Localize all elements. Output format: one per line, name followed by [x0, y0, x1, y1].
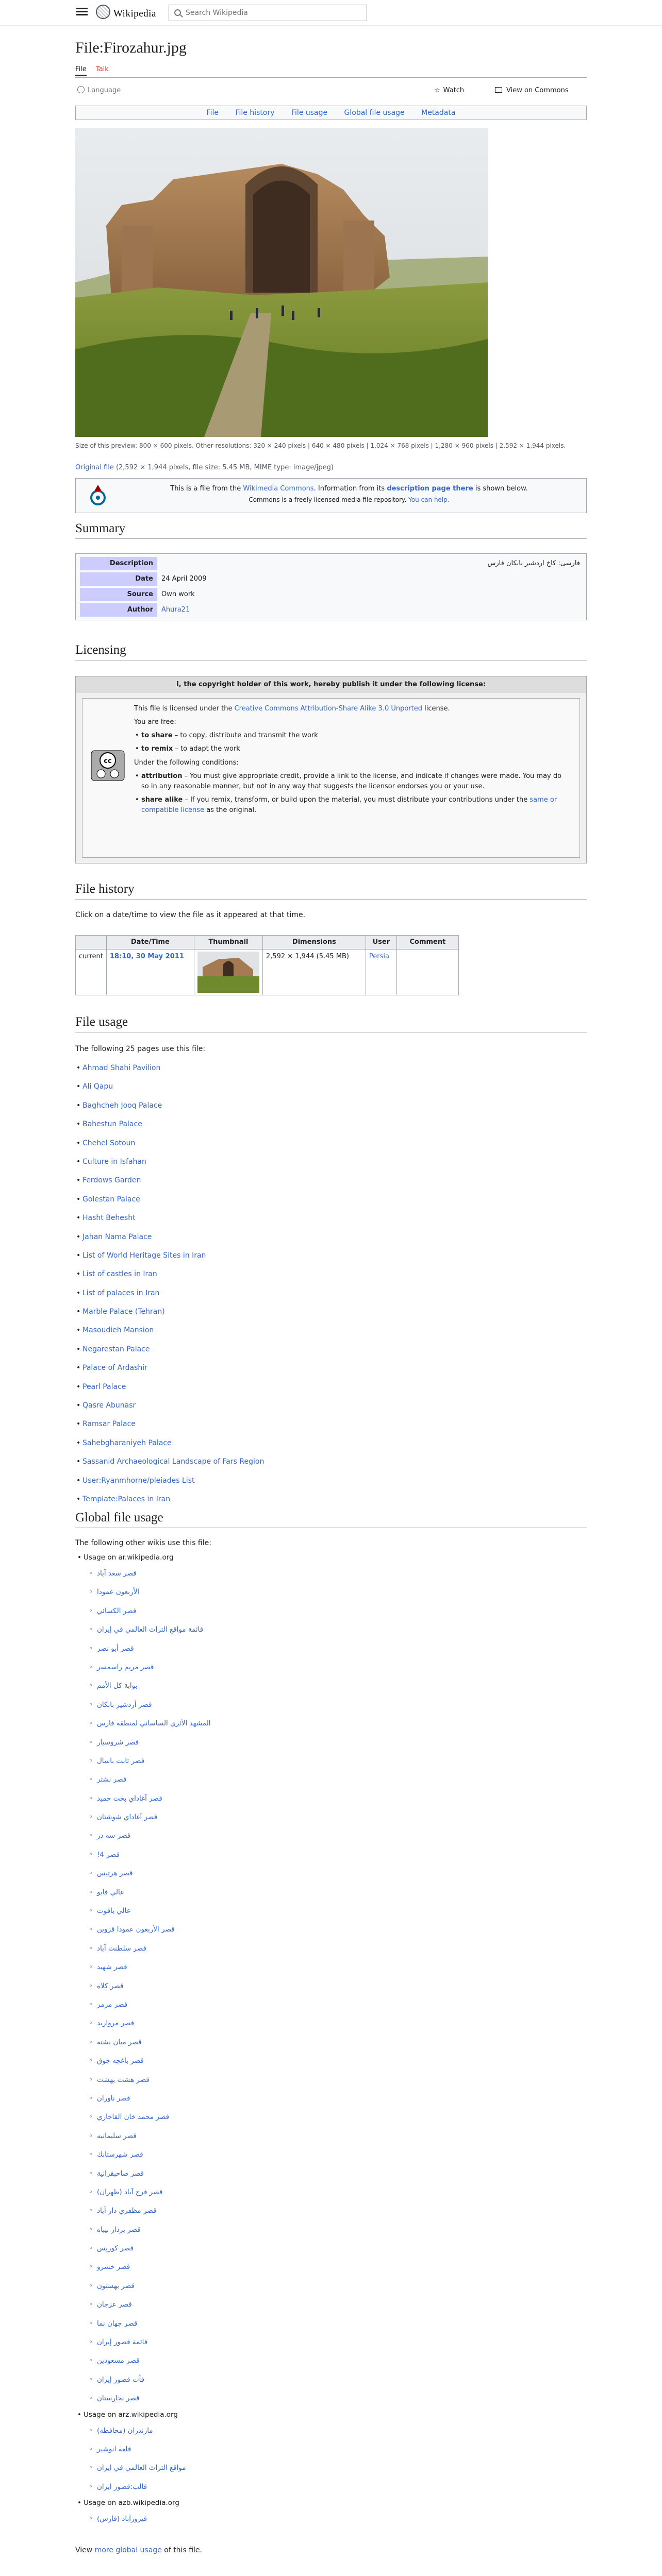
- global-page-link[interactable]: قصر سلطنت آباد: [97, 1944, 147, 1953]
- description-label: Description: [80, 557, 157, 570]
- share-alike-term: share alike: [141, 795, 183, 804]
- global-page-link[interactable]: قصر صاحبقرانية: [97, 2169, 144, 2178]
- date-value: 24 April 2009: [161, 575, 207, 583]
- global-page-link[interactable]: قصر شهرستانك: [97, 2150, 143, 2159]
- summary-table: [75, 553, 587, 620]
- global-page-link[interactable]: قصر سه در: [97, 1832, 131, 1840]
- list-item: [75, 2201, 211, 2220]
- share-alike-text: – If you remix, transform, or build upon the material, you must distribute your contributions under the: [183, 795, 530, 804]
- global-page-link[interactable]: قصر بهستون: [97, 2281, 135, 2290]
- global-page-link[interactable]: قصر ميان بشته: [97, 2038, 142, 2046]
- list-item: [75, 1228, 264, 1246]
- view-on-commons-button[interactable]: [495, 86, 569, 96]
- list-item: [75, 2108, 211, 2126]
- list-item: [75, 1658, 211, 1676]
- toc-metadata[interactable]: Metadata: [421, 109, 456, 117]
- list-item: [75, 1995, 211, 2014]
- list-item: [75, 2351, 211, 2370]
- list-item: [75, 1676, 211, 1695]
- global-page-link[interactable]: قصر باغچه جوق: [97, 2057, 144, 2065]
- usage-page-link[interactable]: Ramsar Palace: [82, 1420, 136, 1429]
- list-item: [75, 1134, 264, 1153]
- list-item: [75, 1939, 211, 1958]
- global-page-link[interactable]: عالي ياقوت: [97, 1907, 131, 1916]
- global-page-link[interactable]: قائمة قصور إيران: [97, 2338, 148, 2347]
- list-item: [75, 2389, 211, 2408]
- search-icon: [174, 9, 181, 16]
- global-page-link[interactable]: قصر هرتيس: [97, 1869, 133, 1878]
- section-global-usage: Global file usage: [75, 1510, 587, 1528]
- list-item: [75, 1321, 264, 1340]
- wiki-usage-heading: • Usage on azb.wikipedia.org: [75, 2496, 211, 2510]
- list-item: [75, 1246, 264, 1265]
- list-item: [75, 1171, 264, 1190]
- summary-row: [78, 556, 584, 571]
- status-cell: current: [76, 950, 107, 995]
- attribution-text: – You must give appropriate credit, provide a link to the license, and indicate if changes were made. You may do so in any reasonable manner, but not in any way that suggests the licensor endorses you or your use.: [141, 772, 562, 790]
- usage-page-link[interactable]: List of World Heritage Sites in Iran: [82, 1251, 206, 1260]
- watch-button[interactable]: [434, 86, 464, 96]
- commons-text-c: is shown below.: [473, 485, 528, 493]
- table-header-row: [76, 936, 459, 950]
- header: [0, 0, 662, 26]
- global-page-link[interactable]: قلعة انوشیر: [97, 2445, 131, 2453]
- namespace-tabs: [75, 64, 116, 75]
- list-item: [75, 2221, 211, 2239]
- list-item: [75, 1209, 264, 1227]
- usage-page-link[interactable]: Template:Palaces in Iran: [82, 1495, 171, 1503]
- wiki-usage-heading: • Usage on arz.wikipedia.org: [75, 2408, 211, 2421]
- global-page-link[interactable]: قصر آغاداي بخت حميد: [97, 1794, 162, 1803]
- list-item: [75, 2071, 211, 2089]
- table-row: [76, 950, 459, 995]
- toc-global-file-usage[interactable]: Global file usage: [344, 109, 405, 117]
- usage-page-link[interactable]: List of palaces in Iran: [82, 1289, 160, 1297]
- list-item: [75, 1359, 264, 1377]
- usage-page-link[interactable]: Negarestan Palace: [82, 1345, 150, 1353]
- tab-talk[interactable]: Talk: [95, 65, 109, 73]
- you-can-help-link[interactable]: You can help.: [408, 496, 450, 503]
- file-usage-desc: The following 25 pages use this file:: [75, 1045, 206, 1053]
- license-header: I, the copyright holder of this work, hereby publish it under the following license:: [76, 676, 586, 693]
- list-item: [75, 2239, 211, 2258]
- page-title: File:Firozahur.jpg: [75, 39, 187, 56]
- menu-icon[interactable]: [76, 6, 88, 18]
- global-page-link[interactable]: فأت قصور إيران: [97, 2375, 145, 2384]
- list-item: [75, 1284, 264, 1302]
- global-page-link[interactable]: قصر سعد آباد: [97, 1569, 137, 1578]
- global-page-link[interactable]: قصر شهيد: [97, 1963, 127, 1972]
- usage-page-link[interactable]: Jahan Nama Palace: [82, 1232, 152, 1241]
- list-item: [75, 1808, 211, 1826]
- list-item: [75, 1378, 264, 1396]
- list-item: [75, 1564, 211, 1583]
- dimensions-cell: 2,592 × 1,944 (5.45 MB): [262, 950, 366, 995]
- global-page-link[interactable]: قصر مسعودين: [97, 2357, 140, 2365]
- list-item: [75, 2459, 211, 2477]
- compatible-license-link[interactable]: same or compatible license: [141, 795, 557, 815]
- global-page-link[interactable]: قصر آغاداي شوشتان: [97, 1813, 158, 1822]
- usage-page-link[interactable]: Palace of Ardashir: [82, 1364, 147, 1372]
- global-page-link[interactable]: قصر شروسيار: [97, 1738, 139, 1747]
- author-link[interactable]: Ahura21: [161, 606, 190, 614]
- usage-page-link[interactable]: Baghcheh Jooq Palace: [82, 1101, 162, 1110]
- usage-page-link[interactable]: Qasre Abunasr: [82, 1401, 136, 1410]
- license-inner: [82, 698, 580, 858]
- toc-file[interactable]: File: [206, 109, 219, 117]
- usage-page-link[interactable]: Sassanid Archaeological Landscape of Fars Region: [82, 1458, 264, 1466]
- list-item: [75, 2295, 211, 2314]
- global-page-link[interactable]: بوابة كل الأمم: [97, 1682, 138, 1690]
- list-item: [75, 1958, 211, 1976]
- list-item: [75, 1826, 211, 1845]
- list-item: [75, 1302, 264, 1321]
- original-file-info: [75, 463, 334, 473]
- usage-page-link[interactable]: Masoudieh Mansion: [82, 1326, 154, 1335]
- remix-term: to remix: [141, 745, 173, 753]
- wikimedia-commons-link[interactable]: Wikimedia Commons: [243, 485, 314, 493]
- original-file-link[interactable]: Original file: [75, 464, 114, 471]
- list-item: [75, 2277, 211, 2295]
- view-commons-label: View on Commons: [506, 87, 569, 94]
- list-item: [75, 1714, 211, 1733]
- col-thumbnail: Thumbnail: [194, 936, 262, 950]
- usage-page-link[interactable]: Ferdows Garden: [82, 1176, 141, 1185]
- list-item: [75, 2089, 211, 2108]
- global-page-link[interactable]: قصر برداز نيباه: [97, 2225, 141, 2234]
- list-item: [75, 2421, 211, 2440]
- list-item: [75, 2478, 211, 2496]
- license-item: [134, 731, 562, 741]
- share-alike-end: as the original.: [204, 806, 257, 815]
- global-page-link[interactable]: مازندران (محافظه): [97, 2426, 153, 2435]
- license-item: [134, 771, 562, 792]
- author-label: Author: [80, 603, 157, 617]
- list-item: [75, 1265, 264, 1283]
- list-item: [75, 2440, 211, 2459]
- global-page-link[interactable]: قصر أردشير بابكان: [97, 1700, 152, 1709]
- global-page-link[interactable]: قصر ثابت باسال: [97, 1756, 145, 1765]
- usage-page-link[interactable]: Hasht Behesht: [82, 1214, 136, 1223]
- attribution-term: attribution: [141, 772, 183, 780]
- svg-text:cc: cc: [104, 757, 112, 765]
- list-item: [75, 1696, 211, 1714]
- global-page-link[interactable]: قصر نشتر: [97, 1775, 127, 1784]
- list-item: [75, 1415, 264, 1433]
- history-thumbnail[interactable]: [197, 952, 259, 993]
- cc-by-sa-badge-icon[interactable]: [91, 750, 125, 781]
- list-item: [75, 2370, 211, 2389]
- global-page-link[interactable]: قصر جهان نما: [97, 2319, 138, 2328]
- global-page-link[interactable]: قصر فرح آباد (طهران): [97, 2188, 163, 2196]
- col-user: User: [366, 936, 396, 950]
- usage-page-link[interactable]: Golestan Palace: [82, 1195, 140, 1204]
- toc-file-usage[interactable]: File usage: [291, 109, 328, 117]
- list-item: [75, 2333, 211, 2351]
- list-item: [75, 2314, 211, 2333]
- global-page-link[interactable]: قصر سلیمانیه: [97, 2131, 137, 2140]
- more-global-usage-link[interactable]: more global usage: [94, 2546, 162, 2554]
- list-item: [75, 1977, 211, 1995]
- list-item: [75, 1059, 264, 1077]
- list-item: [75, 2510, 211, 2528]
- list-item: [75, 1752, 211, 1770]
- list-item: [75, 1153, 264, 1171]
- usage-page-link[interactable]: User:Ryanmhorne/pleiades List: [82, 1476, 195, 1485]
- global-usage-list: [75, 1551, 211, 2529]
- license-item: [134, 744, 562, 754]
- thumbnail-cell[interactable]: [194, 950, 262, 995]
- global-page-link[interactable]: قصر عزجان: [97, 2300, 132, 2309]
- wikipedia-logo[interactable]: [96, 4, 164, 20]
- comment-cell: [396, 950, 458, 995]
- summary-row: [78, 602, 584, 618]
- usage-page-link[interactable]: Bahestun Palace: [82, 1120, 142, 1129]
- list-item: [75, 1902, 211, 1920]
- watch-label: Watch: [443, 87, 465, 94]
- list-item: [75, 1396, 264, 1415]
- toc-file-history[interactable]: File history: [235, 109, 275, 117]
- language-icon: [77, 86, 85, 93]
- datetime-link[interactable]: 18:10, 30 May 2011: [109, 953, 184, 961]
- section-licensing: Licensing: [75, 642, 587, 660]
- section-file-usage: File usage: [75, 1014, 587, 1032]
- logo-wordmark: Wikipedia: [113, 8, 156, 19]
- commons-notice: [75, 478, 587, 513]
- list-item: [75, 1789, 211, 1808]
- license-item: [134, 795, 562, 816]
- usage-page-link[interactable]: Pearl Palace: [82, 1382, 126, 1391]
- list-item: [75, 1583, 211, 1601]
- license-intro-a: This file is licensed under the: [134, 705, 235, 713]
- list-item: [75, 1490, 264, 1509]
- commons-logo-icon: [86, 484, 110, 507]
- file-preview-image[interactable]: [75, 128, 488, 437]
- usage-page-link[interactable]: Marble Palace (Tehran): [82, 1308, 165, 1316]
- user-link[interactable]: Persia: [369, 953, 389, 961]
- more-text-b: of this file.: [161, 2546, 202, 2554]
- conditions-label: Under the following conditions:: [134, 758, 239, 767]
- global-page-link[interactable]: قصر أبو نصر: [97, 1644, 134, 1653]
- list-item: [75, 2014, 211, 2032]
- you-are-free: You are free:: [134, 718, 176, 726]
- global-page-link[interactable]: قصر نجارستان: [97, 2394, 140, 2403]
- col-comment: Comment: [396, 936, 458, 950]
- file-toc: [75, 106, 587, 120]
- description-page-link[interactable]: description page there: [387, 485, 473, 493]
- globe-icon: [96, 5, 110, 19]
- list-item: [75, 2033, 211, 2052]
- tabs-divider: [75, 77, 587, 78]
- file-history-desc: Click on a date/time to view the file as it appeared at that time.: [75, 911, 306, 919]
- list-item: [75, 1639, 211, 1658]
- global-page-link[interactable]: قصر هشت بهشت: [97, 2075, 150, 2084]
- description-value: فارسی: کاخ اردشیر بابکان فارس: [487, 560, 580, 567]
- list-item: [75, 1471, 264, 1490]
- usage-page-link[interactable]: Culture in Isfahan: [82, 1157, 146, 1166]
- list-item: [75, 1434, 264, 1452]
- share-term: to share: [141, 732, 173, 740]
- source-value: Own work: [161, 590, 195, 598]
- more-text-a: View: [75, 2546, 95, 2554]
- global-page-link[interactable]: مواقع التراث العالمي في ايران: [97, 2464, 186, 2472]
- global-page-link[interactable]: فیروزآباد (فارس): [97, 2515, 147, 2523]
- file-history-table: [75, 935, 459, 995]
- global-page-link[interactable]: قصر كلاه: [97, 1981, 124, 1990]
- global-page-link[interactable]: قصر مريم راسمسر: [97, 1663, 154, 1671]
- global-page-link[interactable]: قائمة مواقع التراث العالمي في إيران: [97, 1625, 204, 1634]
- license-box: [75, 676, 587, 863]
- usage-page-link[interactable]: List of castles in Iran: [82, 1270, 157, 1279]
- language-label: Language: [88, 87, 121, 94]
- section-file-history: File history: [75, 881, 587, 900]
- list-item: [75, 1452, 264, 1471]
- global-page-link[interactable]: قصر مظفري دار آباد: [97, 2207, 157, 2215]
- global-page-link[interactable]: قصر الأربعون عمودا قزوين: [97, 1925, 175, 1934]
- global-page-link[interactable]: قصر مروارید: [97, 2019, 135, 2028]
- global-page-link[interactable]: قصر الكسائي: [97, 1606, 137, 1615]
- global-page-link[interactable]: الأربعون عمودا: [97, 1588, 140, 1597]
- original-file-details: (2,592 × 1,944 pixels, file size: 5.45 MB, MIME type: image/jpeg): [115, 464, 334, 471]
- source-label: Source: [80, 588, 157, 601]
- list-item: [75, 2258, 211, 2276]
- usage-page-link[interactable]: Chehel Sotoun: [82, 1139, 136, 1147]
- search-box[interactable]: [169, 5, 367, 21]
- global-page-link[interactable]: المشهد الأثري الساساني لمنطقة فارس: [97, 1719, 211, 1728]
- more-global-usage: [75, 2545, 202, 2556]
- commons-icon: [495, 87, 502, 93]
- commons-text-b: . Information from its: [313, 485, 387, 493]
- global-page-link[interactable]: قصر خسرو: [97, 2263, 130, 2272]
- share-text: – to copy, distribute and transmit the work: [172, 732, 318, 740]
- license-text: [134, 704, 562, 819]
- wiki-usage-heading: • Usage on ar.wikipedia.org: [75, 1551, 211, 1564]
- commons-text-a: This is a file from the: [170, 485, 243, 493]
- usage-page-link[interactable]: Ali Qapu: [82, 1082, 113, 1091]
- section-summary: Summary: [75, 520, 587, 539]
- list-item: [75, 2183, 211, 2201]
- list-item: [75, 2052, 211, 2070]
- list-item: [75, 1864, 211, 1883]
- global-page-link[interactable]: قالب:قصور ايران: [97, 2482, 147, 2491]
- list-item: [75, 2145, 211, 2164]
- list-item: [75, 2164, 211, 2183]
- language-button[interactable]: [77, 86, 121, 96]
- list-item: [75, 1096, 264, 1115]
- list-item: [75, 1770, 211, 1789]
- commons-text-d: Commons is a freely licensed media file repository.: [249, 496, 409, 503]
- global-usage-desc: The following other wikis use this file:: [75, 1539, 211, 1547]
- commons-notice-line2: [122, 495, 576, 505]
- global-page-link[interactable]: قصر ناوران: [97, 2094, 130, 2103]
- list-item: [75, 2127, 211, 2145]
- list-item: [75, 1340, 264, 1359]
- list-item: [75, 1190, 264, 1209]
- commons-notice-line1: [122, 484, 576, 494]
- resolution-info: Size of this preview: 800 × 600 pixels. Other resolutions: 320 × 240 pixels | 640 × 480 pixels | 1,024 × 768 pixels | 1,280 × 960 pixels | 2,592 × 1,944 pixels.: [75, 442, 566, 449]
- list-item: [75, 1602, 211, 1620]
- summary-row: [78, 571, 584, 587]
- list-item: [75, 1845, 211, 1864]
- global-page-link[interactable]: قصر 4!: [97, 1850, 120, 1859]
- global-page-link[interactable]: قصر محمد خان القاجاري: [97, 2113, 170, 2122]
- col-dimensions: Dimensions: [262, 936, 366, 950]
- usage-page-link[interactable]: Ahmad Shahi Pavilion: [82, 1064, 161, 1072]
- usage-page-link[interactable]: Sahebgharaniyeh Palace: [82, 1438, 172, 1447]
- global-page-link[interactable]: عالي قابو: [97, 1888, 125, 1896]
- list-item: [75, 1077, 264, 1096]
- remix-text: – to adapt the work: [173, 745, 240, 753]
- list-item: [75, 1883, 211, 1902]
- list-item: [75, 1733, 211, 1752]
- tab-file[interactable]: File: [75, 65, 87, 76]
- date-label: Date: [80, 572, 157, 586]
- cc-license-link[interactable]: Creative Commons Attribution-Share Alike 3.0 Unported: [234, 705, 422, 713]
- global-page-link[interactable]: قصر كوريس: [97, 2244, 134, 2253]
- list-item: [75, 1920, 211, 1939]
- col-datetime: Date/Time: [106, 936, 194, 950]
- list-item: [75, 1115, 264, 1133]
- license-intro-b: license.: [422, 705, 450, 713]
- summary-row: [78, 587, 584, 602]
- star-icon: ☆: [434, 87, 440, 94]
- search-input[interactable]: [186, 7, 361, 19]
- file-usage-list: [75, 1059, 264, 1509]
- list-item: [75, 1620, 211, 1639]
- global-page-link[interactable]: قصر مرمر: [97, 2000, 128, 2009]
